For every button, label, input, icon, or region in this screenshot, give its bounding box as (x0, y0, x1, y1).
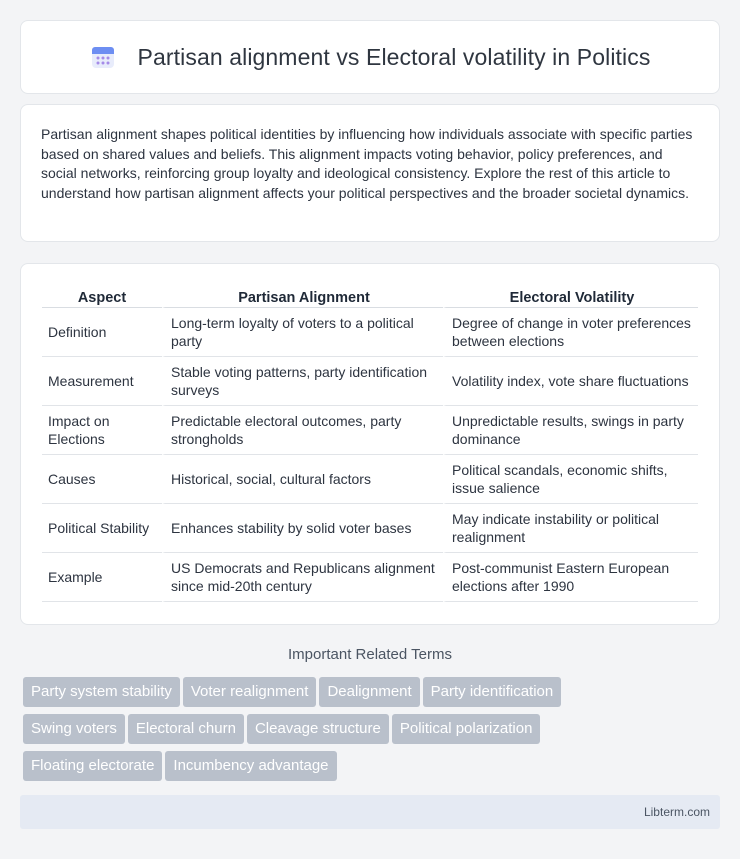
table-row (42, 455, 698, 504)
table-cell: Stable voting patterns, party identification surveys (162, 357, 443, 406)
intro-text: Partisan alignment shapes political identities by influencing how individuals associate with specific parties based on shared values and beliefs. This alignment impacts voting behavior, policy preferences, and social networks, reinforcing group loyalty and ideological consistency. Explore the rest of this article to understand how partisan alignment affects your political perspectives and the broader societal dynamics. (41, 126, 693, 201)
table-row (42, 308, 698, 357)
page-title: Partisan alignment vs Electoral volatility in Politics (137, 43, 651, 70)
column-header-partisan-alignment: Partisan Alignment (162, 286, 443, 308)
column-header-aspect: Aspect (42, 286, 162, 308)
column-header-electoral-volatility: Electoral Volatility (443, 286, 698, 308)
table-row (42, 406, 698, 455)
related-term-tag[interactable]: Electoral churn (128, 714, 244, 744)
table-cell: Political scandals, economic shifts, issue salience (443, 455, 698, 504)
table-row (42, 357, 698, 406)
table-cell: Long-term loyalty of voters to a political party (162, 308, 443, 357)
related-term-tag[interactable]: Floating electorate (23, 751, 162, 781)
comparison-table (42, 286, 698, 602)
footer (20, 795, 720, 829)
table-cell: Degree of change in voter preferences between elections (443, 308, 698, 357)
related-term-tag[interactable]: Political polarization (392, 714, 541, 744)
related-terms-list (23, 677, 723, 788)
table-cell: Example (42, 553, 162, 602)
table-cell: Impact on Elections (42, 406, 162, 455)
footer-site-link[interactable]: Libterm.com (643, 805, 710, 819)
table-cell: Measurement (42, 357, 162, 406)
related-term-tag[interactable]: Party identification (423, 677, 562, 707)
table-header-row (42, 286, 698, 308)
table-cell: Predictable electoral outcomes, party strongholds (162, 406, 443, 455)
table-cell: Definition (42, 308, 162, 357)
title-card (20, 20, 720, 94)
table-cell: Causes (42, 455, 162, 504)
table-cell: Political Stability (42, 504, 162, 553)
calendar-icon (90, 44, 116, 70)
table-cell: Volatility index, vote share fluctuations (443, 357, 698, 406)
comparison-table-card (20, 263, 720, 625)
table-row (42, 553, 698, 602)
intro-card (20, 104, 720, 242)
related-term-tag[interactable]: Incumbency advantage (165, 751, 336, 781)
related-terms-title: Important Related Terms (288, 646, 452, 663)
related-term-tag[interactable]: Cleavage structure (247, 714, 389, 744)
table-cell: Post-communist Eastern European elections after 1990 (443, 553, 698, 602)
table-cell: US Democrats and Republicans alignment since mid-20th century (162, 553, 443, 602)
related-term-tag[interactable]: Dealignment (319, 677, 419, 707)
related-term-tag[interactable]: Voter realignment (183, 677, 317, 707)
table-cell: Enhances stability by solid voter bases (162, 504, 443, 553)
table-row (42, 504, 698, 553)
table-cell: Historical, social, cultural factors (162, 455, 443, 504)
related-term-tag[interactable]: Swing voters (23, 714, 125, 744)
table-cell: Unpredictable results, swings in party dominance (443, 406, 698, 455)
related-term-tag[interactable]: Party system stability (23, 677, 180, 707)
table-cell: May indicate instability or political realignment (443, 504, 698, 553)
